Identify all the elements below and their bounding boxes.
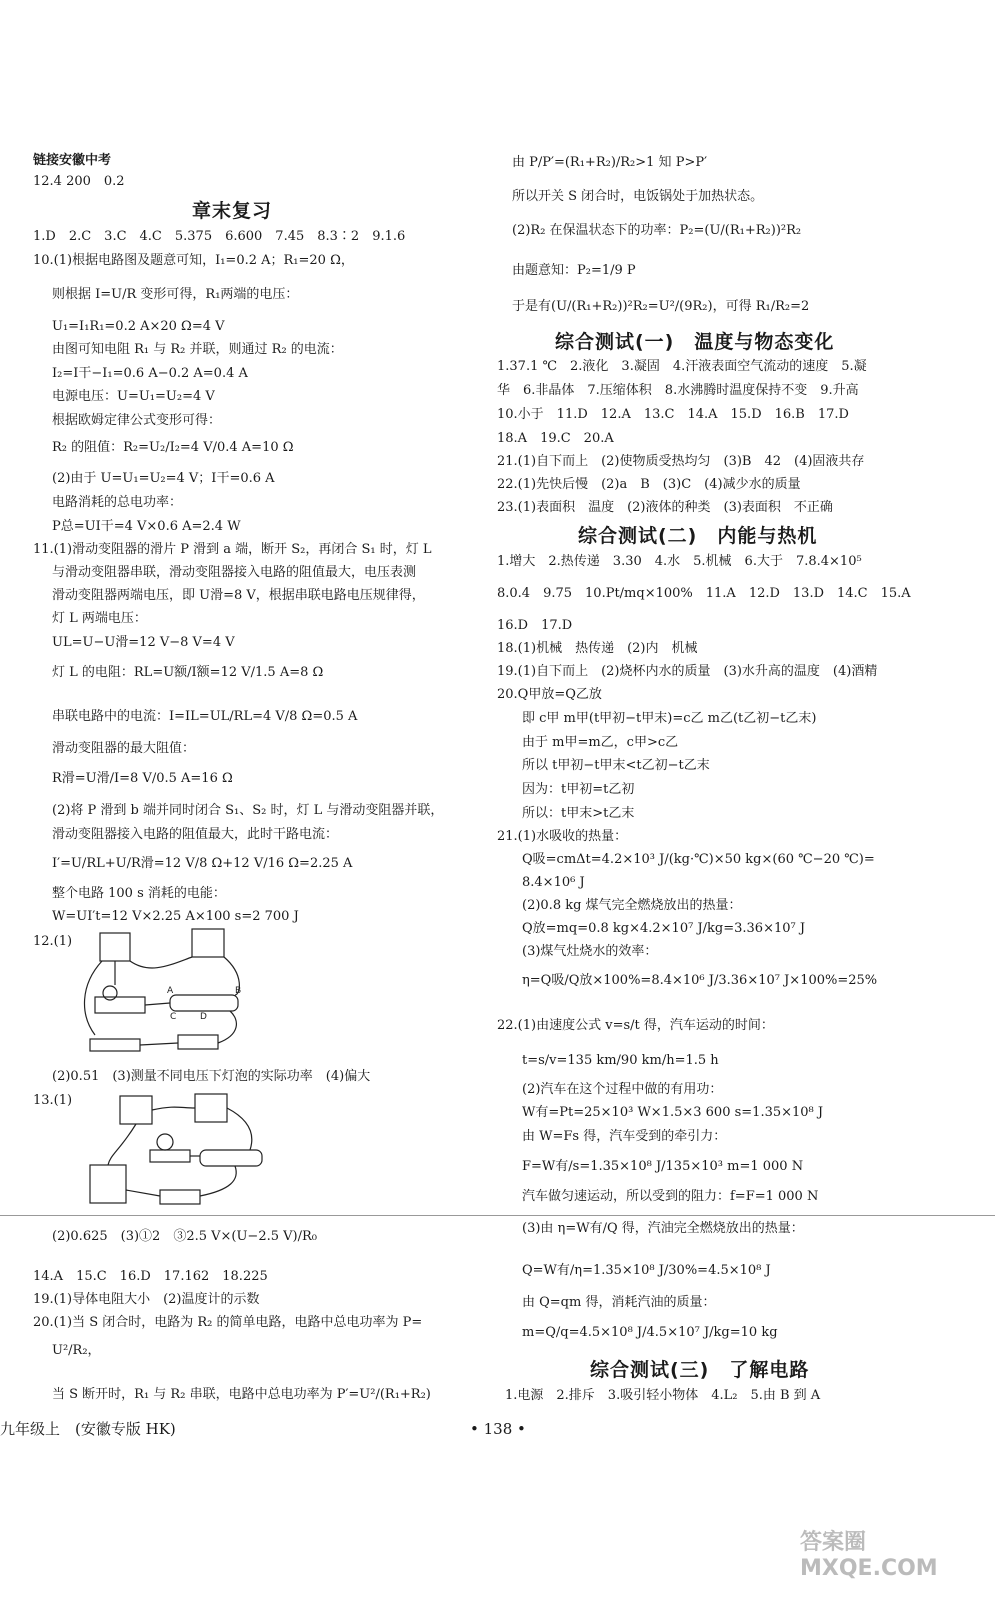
answer-line: 串联电路中的电流：I=IL=UL/RL=4 V/8 Ω=0.5 A [52, 709, 358, 724]
answer-line: η=Q吸/Q放×100%=8.4×10⁶ J/3.36×10⁷ J×100%=25% [522, 973, 878, 988]
answer-line: (3)由 η=W有/Q 得，汽油完全燃烧放出的热量： [522, 1221, 804, 1236]
answer-line: 由图可知电阻 R₁ 与 R₂ 并联，则通过 R₂ 的电流： [52, 342, 343, 357]
answer-line: t=s/v=135 km/90 km/h=1.5 h [522, 1053, 719, 1068]
q12-answers: (2)0.51 (3)测量不同电压下灯泡的实际功率 (4)偏大 [52, 1069, 371, 1084]
answer-line: 14.A 15.C 16.D 17.162 18.225 [33, 1269, 268, 1284]
answer-12: 12.4 200 0.2 [33, 174, 125, 189]
answer-line: Q=W有/η=1.35×10⁸ J/30%=4.5×10⁸ J [522, 1263, 771, 1278]
rheostat-icon [170, 995, 238, 1011]
answer-line: 20.(1)当 S 闭合时，电路为 R₂ 的简单电路，电路中总电功率为 P= [33, 1315, 423, 1330]
answer-line: 10.(1)根据电路图及题意可知，I₁=0.2 A；R₁=20 Ω， [33, 253, 354, 268]
switch-icon [178, 1035, 218, 1049]
answer-line: 1.电源 2.排斥 3.吸引轻小物体 4.L₂ 5.由 B 到 A [505, 1388, 821, 1403]
answer-line: 由 Q=qm 得，消耗汽油的质量： [522, 1295, 716, 1310]
answer-line: U₁=I₁R₁=0.2 A×20 Ω=4 V [52, 319, 225, 334]
chapter-review-heading: 章末复习 [192, 200, 273, 222]
svg-text:D: D [200, 1012, 207, 1022]
answer-line: 23.(1)表面积 温度 (2)液体的种类 (3)表面积 不正确 [497, 500, 833, 515]
answer-line: 8.4×10⁶ J [522, 875, 585, 890]
answer-line: Q放=mq=0.8 kg×4.2×10⁷ J/kg=3.36×10⁷ J [522, 921, 806, 936]
answer-line: Q吸=cmΔt=4.2×10³ J/(kg·℃)×50 kg×(60 ℃−20 ℃)= [522, 852, 875, 867]
answer-line: 与滑动变阻器串联，滑动变阻器接入电路的阻值最大，电压表测 [52, 565, 417, 580]
switch-icon [160, 1190, 200, 1204]
circuit-diagram-q13 [80, 1090, 270, 1215]
answer-line: 所以 t甲初−t甲末<t乙初−t乙末 [522, 758, 710, 773]
answer-line: 汽车做匀速运动，所以受到的阻力：f=F=1 000 N [522, 1189, 819, 1204]
answer-line: 18.(1)机械 热传递 (2)内 机械 [497, 641, 698, 656]
answer-line: 灯 L 两端电压： [52, 611, 147, 626]
answer-line: 电源电压：U=U₁=U₂=4 V [52, 389, 215, 404]
answer-line: (2)R₂ 在保温状态下的功率：P₂=(U/(R₁+R₂))²R₂ [512, 223, 802, 238]
answer-line: R₂ 的阻值：R₂=U₂/I₂=4 V/0.4 A=10 Ω [52, 440, 294, 455]
answer-line: I′=U/RL+U/R滑=12 V/8 Ω+12 V/16 Ω=2.25 A [52, 856, 353, 871]
answer-line: 1.增大 2.热传递 3.30 4.水 5.机械 6.大于 7.8.4×10⁵ [497, 554, 862, 569]
battery-icon [90, 1165, 126, 1203]
q12-label: 12.(1) [33, 934, 73, 949]
ammeter-icon [192, 929, 224, 957]
answer-line: 10.小于 11.D 12.A 13.C 14.A 15.D 16.B 17.D [497, 407, 849, 422]
section-header: 链接安徽中考 [33, 153, 112, 168]
answer-line: 电路消耗的总电功率： [52, 495, 183, 510]
answer-line: U²/R₂， [52, 1343, 101, 1358]
answer-line: P总=UI干=4 V×0.6 A=2.4 W [52, 519, 241, 534]
lamp-base [95, 997, 145, 1013]
answer-line: 19.(1)自下而上 (2)烧杯内水的质量 (3)水升高的温度 (4)酒精 [497, 664, 878, 679]
page-number: • 138 • [470, 1420, 526, 1438]
answer-line: 灯 L 的电阻：RL=U额/I额=12 V/1.5 A=8 Ω [52, 665, 324, 680]
answer-line: 由 P/P′=(R₁+R₂)/R₂>1 知 P>P′ [512, 155, 708, 170]
answer-line: 即 c甲 m甲(t甲初−t甲末)=c乙 m乙(t乙初−t乙末) [522, 711, 817, 726]
answer-line: 华 6.非晶体 7.压缩体积 8.水沸腾时温度保持不变 9.升高 [497, 383, 859, 398]
answer-line: 所以开关 S 闭合时，电饭锅处于加热状态。 [512, 189, 764, 204]
answer-line: (2)将 P 滑到 b 端并同时闭合 S₁、S₂ 时，灯 L 与滑动变阻器并联， [52, 803, 444, 818]
answer-line: 于是有(U/(R₁+R₂))²R₂=U²/(9R₂)，可得 R₁/R₂=2 [512, 299, 810, 314]
answer-line: (3)煤气灶烧水的效率： [522, 944, 658, 959]
answer-line: 滑动变阻器两端电压，即 U滑=8 V，根据串联电路电压规律得， [52, 588, 425, 603]
answer-line: 21.(1)水吸收的热量： [497, 829, 628, 844]
answer-line: 19.(1)导体电阻大小 (2)温度计的示数 [33, 1292, 260, 1307]
answer-line: 11.(1)滑动变阻器的滑片 P 滑到 a 端，断开 S₂，再闭合 S₁ 时，灯 L [33, 542, 432, 557]
lamp-icon [157, 1134, 173, 1150]
test1-heading: 综合测试(一) 温度与物态变化 [555, 331, 835, 353]
test2-heading: 综合测试(二) 内能与热机 [578, 525, 818, 547]
answer-line: 18.A 19.C 20.A [497, 431, 614, 446]
rheostat-icon [200, 1150, 262, 1166]
test3-heading: 综合测试(三) 了解电路 [590, 1359, 810, 1381]
lamp-icon [103, 986, 117, 1000]
answer-line: m=Q/q=4.5×10⁸ J/4.5×10⁷ J/kg=10 kg [522, 1325, 778, 1340]
circuit-diagram-q12 [70, 925, 250, 1055]
book-footer: 九年级上 (安徽专版 HK) [0, 1420, 176, 1438]
answer-line: 20.Q甲放=Q乙放 [497, 687, 602, 702]
answer-line: W=UI′t=12 V×2.25 A×100 s=2 700 J [52, 909, 299, 924]
voltmeter-icon [100, 933, 130, 961]
answer-line: F=W有/s=1.35×10⁸ J/135×10³ m=1 000 N [522, 1159, 804, 1174]
answer-line: 根据欧姆定律公式变形可得： [52, 413, 222, 428]
answer-line: 滑动变阻器的最大阻值： [52, 741, 196, 756]
battery-icon [90, 1039, 140, 1051]
answer-line: 1.D 2.C 3.C 4.C 5.375 6.600 7.45 8.3∶2 9.1.6 [33, 229, 406, 244]
answer-line: 当 S 断开时，R₁ 与 R₂ 串联，电路中总电功率为 P′=U²/(R₁+R₂) [52, 1387, 431, 1402]
answer-line: 所以：t甲末>t乙末 [522, 806, 635, 821]
answer-line: 由 W=Fs 得，汽车受到的牵引力： [522, 1129, 727, 1144]
q13-answers: (2)0.625 (3)①2 ③2.5 V×(U−2.5 V)/R₀ [52, 1229, 317, 1244]
answer-line: 则根据 I=U/R 变形可得，R₁两端的电压： [52, 287, 299, 302]
watermark: 答案圈 MXQE.COM [800, 1530, 938, 1581]
q13-label: 13.(1) [33, 1093, 73, 1108]
svg-text:B: B [235, 986, 242, 996]
svg-text:C: C [170, 1012, 177, 1022]
answer-line: 22.(1)先快后慢 (2)a B (3)C (4)减少水的质量 [497, 477, 801, 492]
answer-line: (2)汽车在这个过程中做的有用功： [522, 1082, 723, 1097]
ammeter-icon [195, 1094, 227, 1122]
voltmeter-icon [120, 1096, 152, 1124]
lamp-base [150, 1150, 190, 1162]
answer-line: (2)由于 U=U₁=U₂=4 V；I干=0.6 A [52, 471, 275, 486]
answer-line: 22.(1)由速度公式 v=s/t 得，汽车运动的时间： [497, 1018, 774, 1033]
answer-line: 21.(1)自下而上 (2)使物质受热均匀 (3)B 42 (4)固液共存 [497, 454, 865, 469]
answer-line: 因为：t甲初=t乙初 [522, 782, 635, 797]
answer-line: R滑=U滑/I=8 V/0.5 A=16 Ω [52, 771, 233, 786]
answer-line: 由于 m甲=m乙，c甲>c乙 [522, 735, 679, 750]
answer-line: W有=Pt=25×10³ W×1.5×3 600 s=1.35×10⁸ J [522, 1105, 824, 1120]
answer-line: UL=U−U滑=12 V−8 V=4 V [52, 635, 235, 650]
page-divider [0, 1215, 995, 1216]
answer-line: 滑动变阻器接入电路的阻值最大，此时干路电流： [52, 827, 339, 842]
answer-line: 整个电路 100 s 消耗的电能： [52, 886, 226, 901]
answer-line: 由题意知：P₂=1/9 P [512, 263, 636, 278]
answer-line: (2)0.8 kg 煤气完全燃烧放出的热量： [522, 898, 742, 913]
answer-line: I₂=I干−I₁=0.6 A−0.2 A=0.4 A [52, 366, 248, 381]
answer-line: 8.0.4 9.75 10.Pt/mq×100% 11.A 12.D 13.D 14.C 15.A [497, 586, 911, 601]
answer-line: 1.37.1 ℃ 2.液化 3.凝固 4.汗液表面空气流动的速度 5.凝 [497, 359, 867, 374]
svg-text:A: A [167, 986, 174, 996]
answer-line: 16.D 17.D [497, 618, 573, 633]
